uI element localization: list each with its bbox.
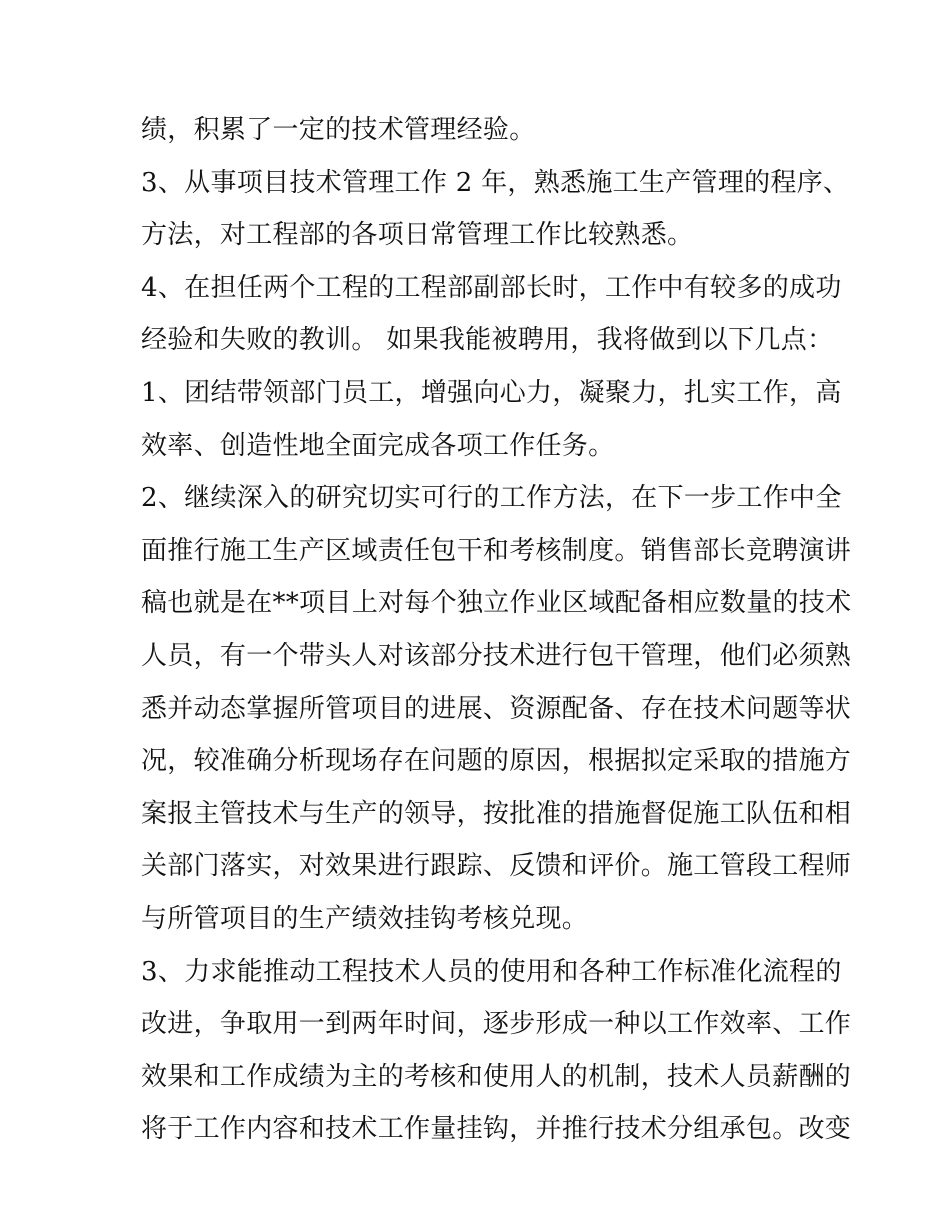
- text-line: 效果和工作成绩为主的考核和使用人的机制，技术人员薪酬的: [141, 1061, 852, 1092]
- text-line: 悉并动态掌握所管项目的进展、资源配备、存在技术问题等状: [141, 693, 852, 724]
- body-text: [141, 110, 852, 1162]
- text-line: 1、团结带领部门员工，增强向心力，凝聚力，扎实工作，高: [141, 377, 842, 408]
- text-line: 4、在担任两个工程的工程部副部长时，工作中有较多的成功: [141, 272, 842, 303]
- text-line: 方法，对工程部的各项日常管理工作比较熟悉。: [141, 220, 694, 251]
- text-line: 3、从事项目技术管理工作 2 年，熟悉施工生产管理的程序、: [141, 167, 850, 198]
- text-line: 3、力求能推动工程技术人员的使用和各种工作标准化流程的: [141, 956, 842, 987]
- text-line: 面推行施工生产区域责任包干和考核制度。销售部长竞聘演讲: [141, 535, 852, 566]
- text-line: 效率、创造性地全面完成各项工作任务。: [141, 430, 615, 461]
- text-line: 关部门落实，对效果进行跟踪、反馈和评价。施工管段工程师: [141, 851, 852, 882]
- text-line: 改进，争取用一到两年时间，逐步形成一种以工作效率、工作: [141, 1009, 852, 1040]
- text-line: 绩，积累了一定的技术管理经验。: [141, 115, 536, 145]
- text-line: 案报主管技术与生产的领导，按批准的措施督促施工队伍和相: [141, 798, 852, 829]
- text-line: 况，较准确分析现场存在问题的原因，根据拟定采取的措施方: [141, 746, 852, 777]
- text-line: 2、继续深入的研究切实可行的工作方法，在下一步工作中全: [141, 483, 842, 514]
- text-line: 与所管项目的生产绩效挂钩考核兑现。: [141, 903, 589, 934]
- text-line: 经验和失败的教训。 如果我能被聘用，我将做到以下几点：: [141, 325, 834, 356]
- text-line: 人员，有一个带头人对该部分技术进行包干管理，他们必须熟: [141, 640, 852, 671]
- text-line: 将于工作内容和技术工作量挂钩，并推行技术分组承包。改变: [141, 1114, 852, 1145]
- text-line: 稿也就是在**项目上对每个独立作业区域配备相应数量的技术: [141, 588, 852, 619]
